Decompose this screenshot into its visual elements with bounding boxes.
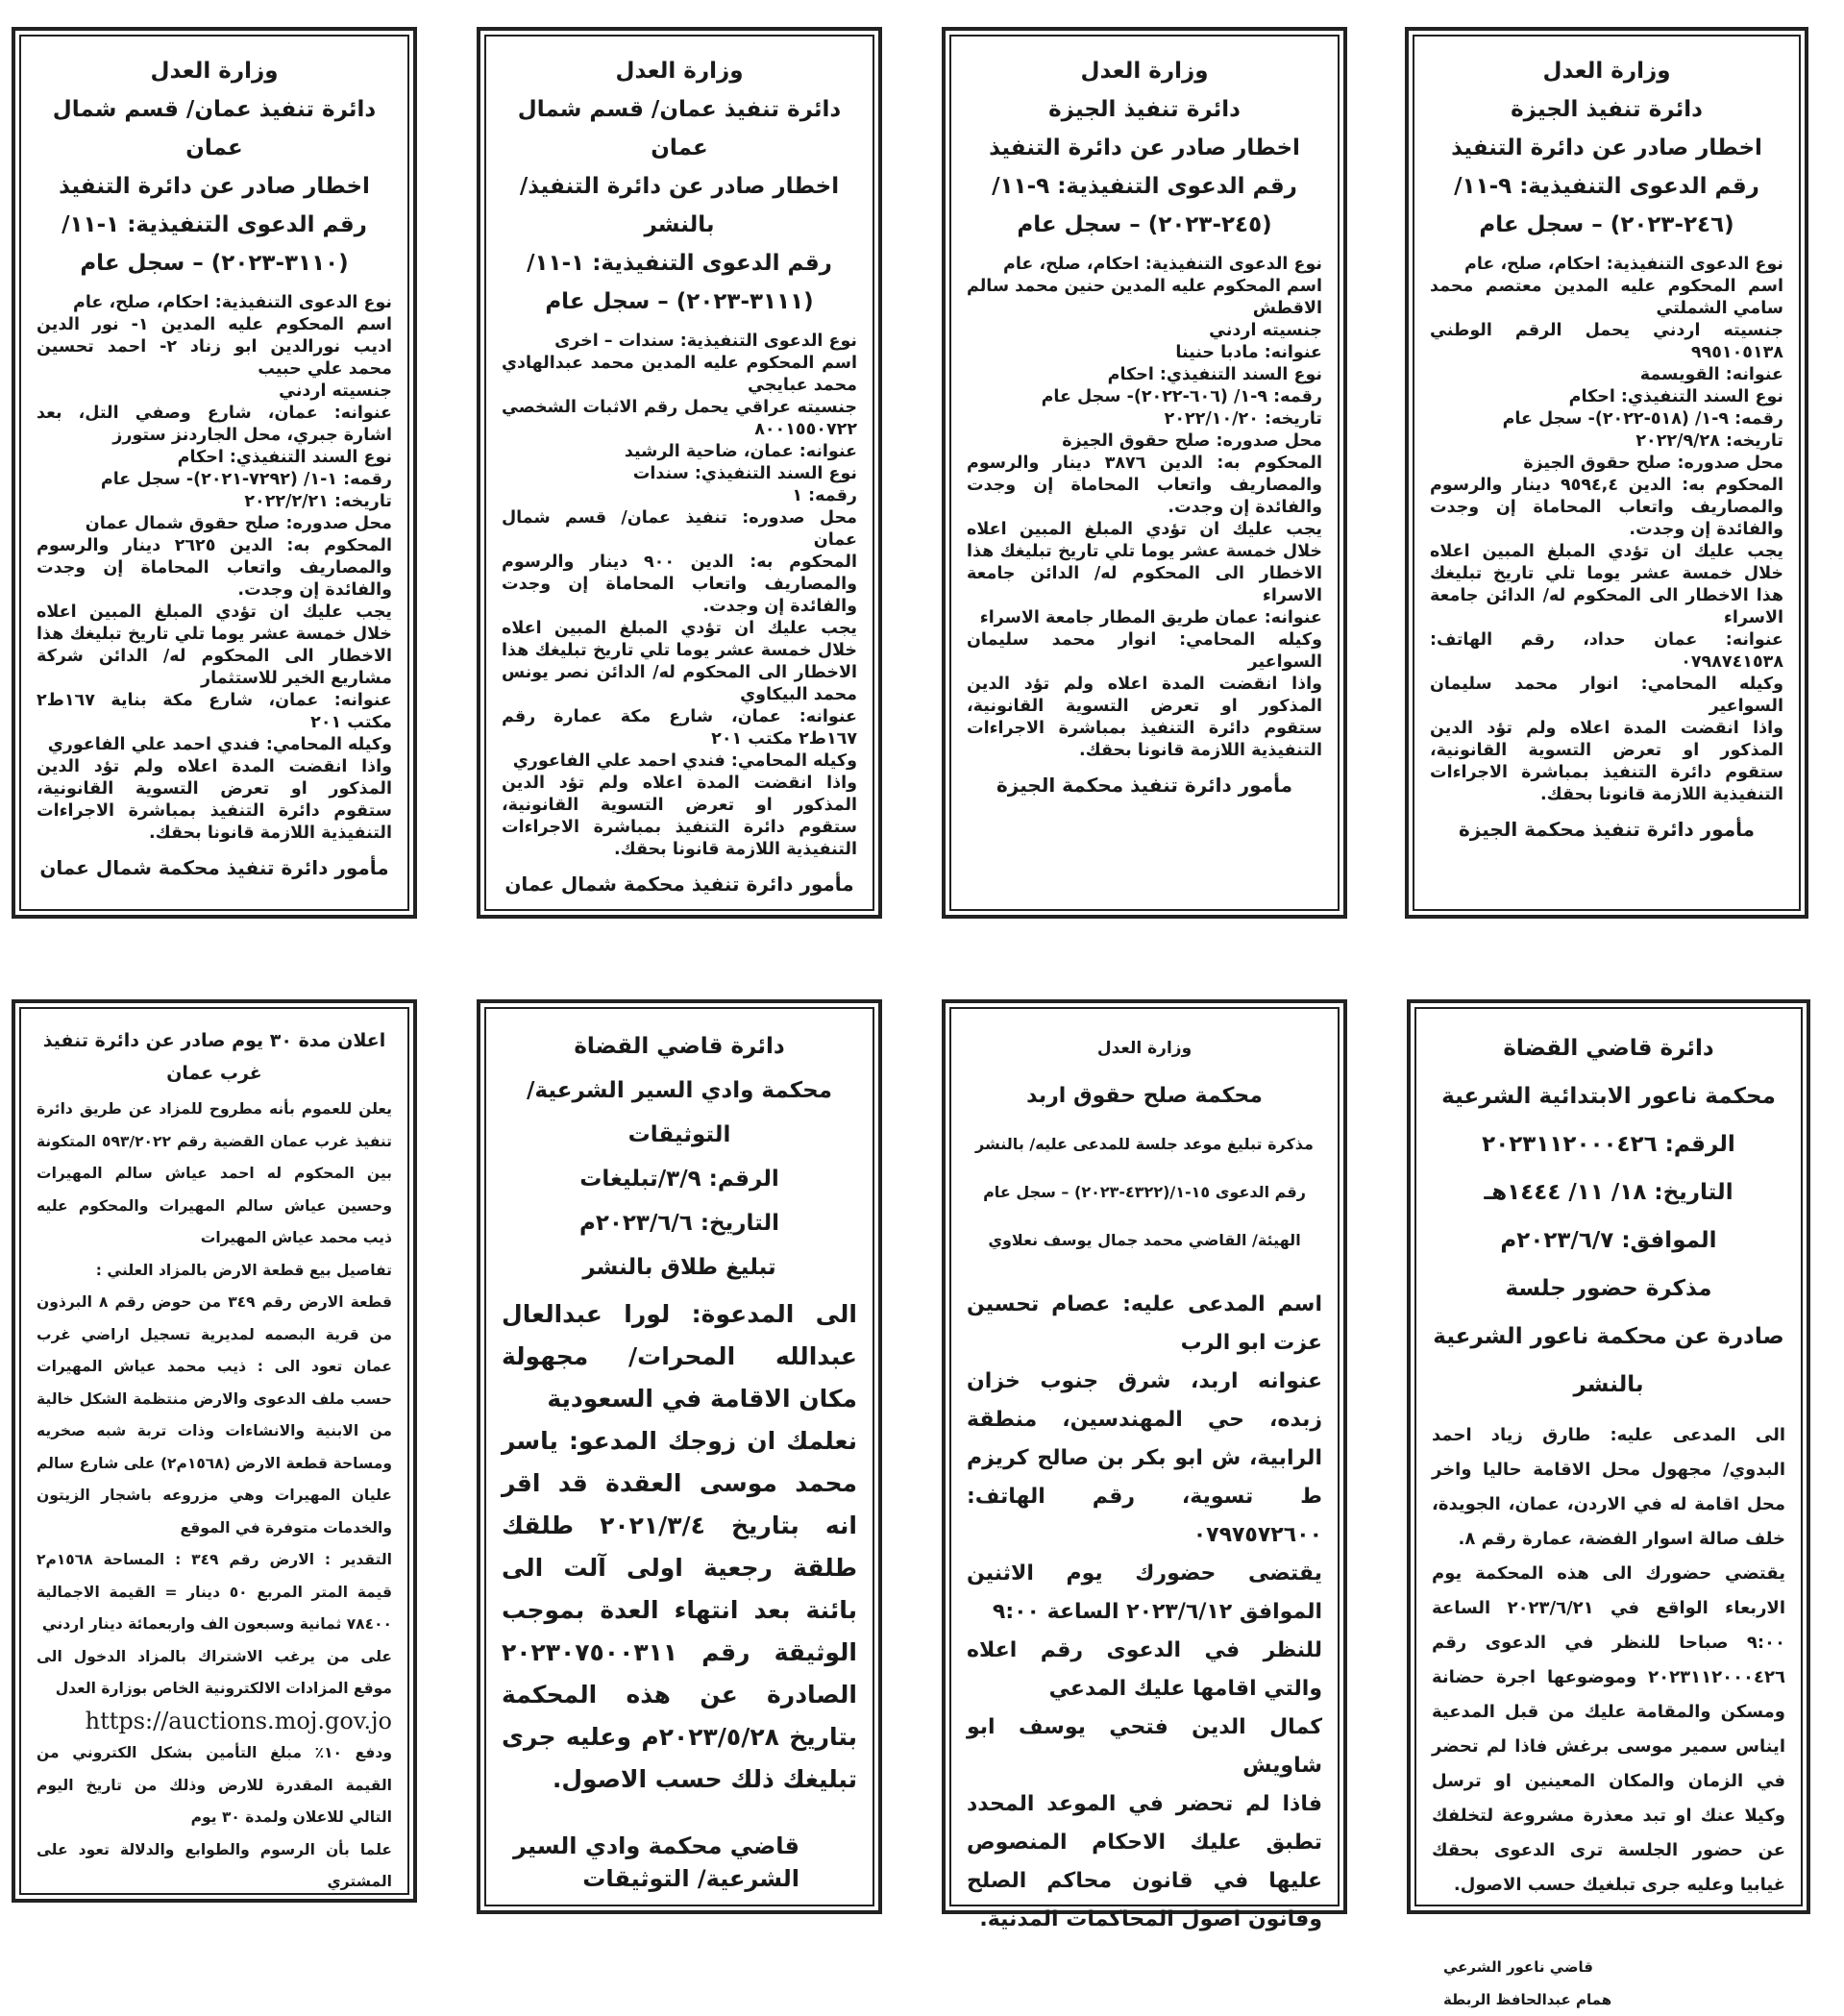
body-line: يعلن للعموم بأنه مطروح للمزاد عن طريق دائرة تنفيذ غرب عمان القضية رقم ٥٩٣/٢٠٢٢ المتكونة بين المحكوم له احمد عياش سالم المهيرات وحسين عياش سالم المهيرات والمحكوم عليه ذيب محمد عياش المهيرات xyxy=(37,1100,392,1246)
body-line: يقتضى حضورك يوم الاثنين الموافق ٢٠٢٣/٦/١٢ الساعة ٩:٠٠ xyxy=(967,1561,1322,1624)
body-line: نوع الدعوى التنفيذية: احكام، صلح، عام xyxy=(1003,255,1322,274)
body-line: عنوانه: القويسمة xyxy=(1639,365,1783,384)
body-line: نعلمك ان زوجك المدعو: ياسر محمد موسى العقدة قد اقر انه بتاريخ ٢٠٢١/٣/٤ طلقك طلقة رجعية اولى آلت الى بائنة بعد انتهاء العدة بموجب الوثيقة رقم ٢٠٢٣٠٧٥٠٠٣١١ الصادرة عن هذه المحكمة بتاريخ ٢٠٢٣/٥/٢٨م وعليه جرى تبليغك ذلك حسب الاصول. xyxy=(502,1427,858,1793)
notice-north-amman-3111 xyxy=(477,27,882,919)
body-line: علما بأن الرسوم والطوابع والدلالة تعود على المشتري xyxy=(37,1840,392,1890)
body-line: تاريخه: ٢٠٢٢/١٠/٢٠ xyxy=(1164,409,1322,429)
body-line: تاريخه: ٢٠٢٢/٩/٢٨ xyxy=(1635,431,1783,451)
body-line: يجب عليك ان تؤدي المبلغ المبين اعلاه خلال خمسة عشر يوما تلي تاريخ تبليغك هذا الاخطار الى المحكوم له/ الدائن شركة مشاريع الخير للاستثمار xyxy=(37,602,392,688)
body-line: يجب عليك ان تؤدي المبلغ المبين اعلاه خلال خمسة عشر يوما تلي تاريخ تبليغك هذا الاخطار الى المحكوم له/ الدائن جامعة الاسراء xyxy=(967,520,1322,605)
case-number: رقم الدعوى التنفيذية: ٩-١١/ xyxy=(992,174,1297,199)
notice-body xyxy=(37,1094,392,1899)
body-line: واذا انقضت المدة اعلاه ولم تؤد الدين المذكور او تعرض التسوية القانونية، ستقوم دائرة التنفيذ بمباشرة الاجراءات التنفيذية اللازمة قانونا بحقك. xyxy=(37,757,392,843)
department-title: دائرة قاضي القضاة xyxy=(574,1034,785,1059)
department-title: دائرة تنفيذ الجيزة xyxy=(1048,97,1241,122)
notice-type: اخطار صادر عن دائرة التنفيذ xyxy=(989,135,1300,160)
body-line: يجب عليك ان تؤدي المبلغ المبين اعلاه خلال خمسة عشر يوما تلي تاريخ تبليغك هذا الاخطار الى المحكوم له/ الدائن جامعة الاسراء xyxy=(1430,542,1783,627)
body-line: وكيله المحامي: انوار محمد سليمان السواعير xyxy=(967,630,1322,672)
body-line: جنسيته عراقي يحمل رقم الاثبات الشخصي ٨٠٠١٥٥٠٧٢٢ xyxy=(502,398,857,439)
body-line: اسم المحكوم عليه المدين ١- نور الدين اديب نورالدين ابو زناد ٢- احمد تحسين محمد علي حبيب xyxy=(37,315,392,379)
notice-header xyxy=(967,1024,1322,1265)
body-line: على من يرغب الاشتراك بالمزاد الدخول الى موقع المزادات الالكترونية الخاص بوزارة العدل xyxy=(37,1647,392,1697)
notice-title: اعلان مدة ٣٠ يوم صادر عن دائرة تنفيذ غرب عمان xyxy=(42,1030,386,1084)
body-line: عنوانه: مادبا حنينا xyxy=(1175,343,1322,362)
case-number: رقم الدعوى التنفيذية: ١-١١/ xyxy=(527,251,832,276)
case-register: (٣١١١-٢٠٢٣) – سجل عام xyxy=(545,289,814,314)
body-line: محل صدوره: تنفيذ عمان/ قسم شمال عمان xyxy=(502,508,857,550)
notice-west-amman-auction xyxy=(12,999,417,1903)
notice-type: اخطار صادر عن دائرة التنفيذ xyxy=(1451,135,1762,160)
ministry-title: وزارة العدل xyxy=(1542,59,1671,84)
body-line: قطعة الارض رقم ٣٤٩ من حوض رقم ٨ البرذون من قرية البصمه لمديرية تسجيل اراضي غرب عمان تعود الى : ذيب محمد عياش المهيرات حسب ملف الدعوى والارض منتظمة الشكل خالية من الابنية والانشاءات وذات تربة شبه صخريه ومساحة قطعة الارض (١٥٦٨م٢) على شارع سالم عليان المهيرات وهي مزروعه باشجار الزيتون والخدمات متوفرة في الموقع xyxy=(37,1293,392,1537)
notice-wadi-alsir-divorce xyxy=(477,999,882,1914)
body-line: رقمه: ١ xyxy=(792,486,857,505)
department-title: دائرة تنفيذ عمان/ قسم شمال عمان xyxy=(52,97,377,160)
notice-irbid-court xyxy=(942,999,1347,1931)
case-number: رقم الدعوى التنفيذية: ٩-١١/ xyxy=(1454,174,1759,199)
notice-type: اخطار صادر عن دائرة التنفيذ xyxy=(59,174,370,199)
body-line: نوع الدعوى التنفيذية: احكام، صلح، عام xyxy=(1464,255,1783,274)
body-line: ودفع ١٠٪ مبلغ التأمين بشكل الكتروني من القيمة المقدرة للارض وذلك من تاريخ اليوم التالي للاعلان ولمدة ٣٠ يوم xyxy=(37,1744,392,1826)
body-line: للنظر في الدعوى رقم اعلاه والتي اقامها عليك المدعي xyxy=(967,1638,1322,1701)
notice-giza-246 xyxy=(1405,27,1808,919)
notice-type: اخطار صادر عن دائرة التنفيذ/ بالنشر xyxy=(519,174,840,237)
court-title: محكمة وادي السير الشرعية/ التوثيقات xyxy=(527,1078,832,1147)
body-line: نوع السند التنفيذي: سندات xyxy=(632,464,857,483)
notice-giza-245 xyxy=(942,27,1347,919)
notice-north-amman-3110 xyxy=(12,27,417,919)
body-line: نوع السند التنفيذي: احكام xyxy=(177,448,392,467)
body-line: رقمه: ١-١/ (٧٢٩٢-٢٠٢١)- سجل عام xyxy=(100,470,392,489)
notice-signature: مأمور دائرة تنفيذ محكمة الجيزة xyxy=(996,774,1292,797)
judge-panel: الهيئة/ القاضي محمد جمال يوسف نعلاوي xyxy=(988,1231,1301,1249)
ministry-title: وزارة العدل xyxy=(1080,59,1209,84)
body-line: كمال الدين فتحي يوسف ابو شاويش xyxy=(967,1715,1322,1778)
body-line: التقدير : الارض رقم ٣٤٩ : المساحة ١٥٦٨م٢ قيمة المتر المربع ٥٠ دينار = القيمة الاجمالية ٧٨٤٠٠ ثمانية وسبعون الف واربعمائة دينار اردني xyxy=(37,1551,392,1633)
body-line: اسم المحكوم عليه المدين محمد عبدالهادي محمد عبايجي xyxy=(502,354,857,395)
department-title: دائرة قاضي القضاة xyxy=(1503,1036,1714,1061)
body-line: محل صدوره: صلح حقوق الجيزة xyxy=(1523,454,1783,473)
body-line: جنسيته اردني يحمل الرقم الوطني ٩٩٥١٠٥١٣٨ xyxy=(1430,321,1783,362)
body-line: تفاصيل بيع قطعة الارض بالمزاد العلني : xyxy=(95,1261,392,1279)
case-register: (٣١١٠-٢٠٢٣) – سجل عام xyxy=(80,251,349,276)
notice-header xyxy=(37,1024,392,1090)
body-line: جنسيته اردني xyxy=(1209,321,1322,340)
body-line: عنوانه: عمان، شارع مكة بناية ١٦٧ط٢ مكتب ٢٠١ xyxy=(37,691,392,732)
court-title: محكمة ناعور الابتدائية الشرعية xyxy=(1441,1084,1776,1109)
notice-signature: مأمور دائرة تنفيذ محكمة الجيزة xyxy=(1459,818,1755,841)
notice-body xyxy=(967,1286,1322,1939)
notice-body xyxy=(37,292,392,845)
gregorian-date: الموافق: ٢٠٢٣/٦/٧م xyxy=(1500,1228,1717,1253)
notice-signature: مأمور دائرة تنفيذ محكمة شمال عمان xyxy=(504,873,854,896)
department-title: دائرة تنفيذ الجيزة xyxy=(1511,97,1703,122)
notice-header xyxy=(502,52,857,321)
notice-header xyxy=(502,1024,857,1290)
notice-signature: مأمور دائرة تنفيذ محكمة شمال عمان xyxy=(39,856,389,879)
judge-name: همام عبدالحافظ الربطة xyxy=(1443,1991,1612,2008)
body-line: محل صدوره: صلح حقوق الجيزة xyxy=(1062,431,1322,451)
body-line: عنوانه: عمان حداد، رقم الهاتف: ٠٧٩٨٧٤١٥٣٨ xyxy=(1430,630,1783,672)
body-line: جنسيته اردني xyxy=(279,381,392,401)
notice-subtitle: صادرة عن محكمة ناعور الشرعية بالنشر xyxy=(1433,1324,1784,1397)
reference-number: الرقم: ٢٠٢٣١١٢٠٠٠٤٢٦ xyxy=(1482,1132,1735,1157)
case-number: رقم الدعوى التنفيذية: ١-١١/ xyxy=(61,212,367,237)
notice-header xyxy=(967,52,1322,244)
notice-type: مذكرة تبليغ موعد جلسة للمدعى عليه/ بالنشر xyxy=(975,1135,1314,1153)
body-line: اسم المحكوم عليه المدين معتصم محمد سامي الشملتي xyxy=(1430,277,1783,318)
body-line: عنوانه: عمان، شارع وصفي التل، بعد اشارة جبري، محل الجاردنز ستورز xyxy=(37,404,392,445)
notice-date: التاريخ: ٢٠٢٣/٦/٦م xyxy=(578,1211,780,1236)
body-line: نوع الدعوى التنفيذية: سندات – اخرى xyxy=(554,332,857,351)
department-title: دائرة تنفيذ عمان/ قسم شمال عمان xyxy=(517,97,842,160)
body-line: وكيله المحامي: فندي احمد علي الفاعوري xyxy=(47,735,392,754)
notice-naour-sharia-court xyxy=(1407,999,1810,2008)
body-line: نوع السند التنفيذي: احكام xyxy=(1568,387,1783,406)
ministry-title: وزارة العدل xyxy=(615,59,744,84)
auction-website-link[interactable]: https://auctions.moj.gov.jo xyxy=(85,1707,392,1734)
court-title: محكمة صلح حقوق اربد xyxy=(1026,1084,1263,1108)
body-line: المحكوم به: الدين ٣٨٧٦ دينار والرسوم والمصاريف واتعاب المحاماة إن وجدت والفائدة إن وجدت. xyxy=(967,454,1322,517)
judge-title: قاضي ناعور الشرعي xyxy=(1443,1958,1593,1976)
body-line: فاذا لم تحضر في الموعد المحدد تطبق عليك الاحكام المنصوص عليها في قانون محاكم الصلح وقانون اصول المحاكمات المدنية. xyxy=(967,1792,1322,1931)
body-line: اسم المدعى عليه: عصام تحسين عزت ابو الرب xyxy=(967,1292,1322,1355)
notice-body xyxy=(502,331,857,861)
body-line: عنوانه اربد، شرق جنوب خزان زبده، حي المهندسين، منطقة الرابية، ش ابو بكر بن صالح كريزم ط تسوية، رقم الهاتف: ٠٧٩٧٥٧٢٦٠٠ xyxy=(967,1369,1322,1547)
body-line: يقتضي حضورك الى هذه المحكمة يوم الاربعاء الواقع في ٢٠٢٣/٦/٢١ الساعة ٩:٠٠ صباحا للنظر في الدعوى رقم ٢٠٢٣١١٢٠٠٠٤٢٦ وموضوعها اجرة حضانة ومسكن والمقامة عليك من قبل المدعية ايناس سمير موسى برغش فاذا لم تحضر في الزمان والمكان المعينين او ترسل وكيلا عنك او تبد معذرة مشروعة لتخلفك عن حضور الجلسة ترى الدعوى بحقك غيابيا وعليه جرى تبلغيك حسب الاصول. xyxy=(1432,1563,1785,1895)
case-register: (٢٤٥-٢٠٢٣) – سجل عام xyxy=(1017,212,1272,237)
body-line: محل صدوره: صلح حقوق شمال عمان xyxy=(85,514,392,533)
body-line: وكيله المحامي: انوار محمد سليمان السواعير xyxy=(1430,675,1783,716)
body-line: الى المدعى عليه: طارق زياد احمد البدوي/ مجهول محل الاقامة حاليا واخر محل اقامة له في الاردن، عمان، الجويدة، خلف صالة اسوار الفضة، عمارة رقم ٨. xyxy=(1432,1425,1785,1549)
notice-header xyxy=(1432,1024,1785,1409)
body-line: المحكوم به: الدين ٩٥٩٤,٤ دينار والرسوم والمصاريف واتعاب المحاماة إن وجدت والفائدة إن وجدت. xyxy=(1430,476,1783,539)
body-line: المحكوم به: الدين ٢٦٢٥ دينار والرسوم والمصاريف واتعاب المحاماة إن وجدت والفائدة إن وجدت. xyxy=(37,536,392,600)
case-register: (٢٤٦-٢٠٢٣) – سجل عام xyxy=(1479,212,1734,237)
notice-type: مذكرة حضور جلسة xyxy=(1505,1276,1712,1301)
body-line: وكيله المحامي: فندي احمد علي الفاعوري xyxy=(512,751,857,771)
body-line: رقمه: ٩-١/ (٦٠٦-٢٠٢٢)- سجل عام xyxy=(1041,387,1322,406)
notice-signature: قاضي محكمة وادي السير الشرعية/ التوثيقات xyxy=(513,1832,799,1892)
notice-header xyxy=(1430,52,1783,244)
body-line: المحكوم به: الدين ٩٠٠ دينار والرسوم والمصاريف واتعاب المحاماة إن وجدت والفائدة إن وجدت. xyxy=(502,553,857,616)
body-line: واذا انقضت المدة اعلاه ولم تؤد الدين المذكور او تعرض التسوية القانونية، ستقوم دائرة التنفيذ بمباشرة الاجراءات التنفيذية اللازمة قانونا بحقك. xyxy=(1430,719,1783,804)
body-line: تاريخه: ٢٠٢٢/٢/٢١ xyxy=(244,492,392,511)
notice-body xyxy=(1432,1418,1785,1903)
notice-body xyxy=(502,1293,857,1801)
body-line: نوع السند التنفيذي: احكام xyxy=(1107,365,1322,384)
body-line: اسم المحكوم عليه المدين حنين محمد سالم الاقطش xyxy=(967,277,1322,318)
ministry-title: وزارة العدل xyxy=(1096,1039,1192,1058)
body-line: عنوانه: عمان، ضاحية الرشيد xyxy=(624,442,857,461)
body-line: عنوانه: عمان، شارع مكة عمارة رقم ١٦٧ط٢ مكتب ٢٠١ xyxy=(502,707,857,749)
hijri-date: التاريخ: ١٨/ ١١/ ١٤٤٤هـ xyxy=(1484,1180,1733,1205)
body-line: نوع الدعوى التنفيذية: احكام، صلح، عام xyxy=(73,293,392,312)
notice-body xyxy=(1430,254,1783,806)
case-number: رقم الدعوى ١٥-١/(٤٣٢٢-٢٠٢٣) – سجل عام xyxy=(983,1183,1306,1201)
body-line: واذا انقضت المدة اعلاه ولم تؤد الدين المذكور او تعرض التسوية القانونية، ستقوم دائرة التنفيذ بمباشرة الاجراءات التنفيذية اللازمة قانونا بحقك. xyxy=(502,774,857,859)
body-line: عنوانه: عمان طريق المطار جامعة الاسراء xyxy=(979,608,1322,627)
notice-header xyxy=(37,52,392,283)
body-line: يجب عليك ان تؤدي المبلغ المبين اعلاه خلال خمسة عشر يوما تلي تاريخ تبليغك هذا الاخطار الى المحكوم له/ الدائن نصر يونس محمد البيكاوي xyxy=(502,619,857,704)
reference-number: الرقم: ٣/٩/تبليغات xyxy=(579,1167,779,1192)
notice-body xyxy=(967,254,1322,762)
body-line: رقمه: ٩-١/ (٥١٨-٢٠٢٢)- سجل عام xyxy=(1502,409,1783,429)
notice-type: تبليغ طلاق بالنشر xyxy=(582,1255,776,1280)
ministry-title: وزارة العدل xyxy=(150,59,279,84)
body-line: الى المدعوة: لورا عبدالعال عبدالله المحرات/ مجهولة مكان الاقامة في السعودية xyxy=(502,1300,857,1413)
body-line: واذا انقضت المدة اعلاه ولم تؤد الدين المذكور او تعرض التسوية القانونية، ستقوم دائرة التنفيذ بمباشرة الاجراءات التنفيذية اللازمة قانونا بحقك. xyxy=(967,675,1322,760)
